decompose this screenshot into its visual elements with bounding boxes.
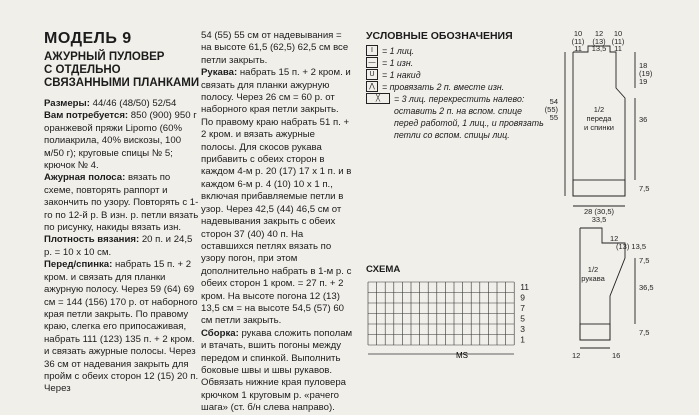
diagram-label: 7,5 bbox=[639, 256, 650, 265]
legend-item bbox=[366, 69, 546, 81]
diagram-label: (55) bbox=[544, 105, 558, 114]
legend-symbol: I bbox=[366, 45, 378, 56]
legend-text: = 1 накид bbox=[382, 70, 421, 80]
paragraph bbox=[201, 328, 353, 415]
paragraph bbox=[44, 110, 202, 172]
diagram-label: 16 bbox=[612, 351, 621, 360]
paragraph-label: Вам потребуется: bbox=[44, 110, 129, 122]
sleeve-hem bbox=[580, 324, 610, 340]
subtitle-line: С ОТДЕЛЬНО bbox=[44, 64, 121, 76]
paragraph-label: Ажурная полоса: bbox=[44, 172, 126, 184]
legend-item bbox=[366, 57, 546, 69]
ms-label: MS bbox=[456, 351, 468, 360]
chart-row-number: 11 bbox=[520, 282, 530, 292]
chart-row-number: 5 bbox=[520, 313, 525, 324]
diagram-label: 55 bbox=[549, 113, 558, 122]
diagram-label: (19) bbox=[639, 69, 653, 78]
paragraph-label: Сборка: bbox=[201, 327, 239, 339]
diagram-label: 12 bbox=[610, 234, 619, 243]
diagram-label: 28 (30,5) bbox=[583, 207, 615, 216]
diagram-label: 10 bbox=[613, 29, 623, 38]
garment-schematic bbox=[540, 28, 699, 410]
legend-item bbox=[366, 93, 546, 141]
legend-symbol: ⋀ bbox=[366, 81, 378, 92]
paragraph-text: рукава сложить пополам и втачать, вшить погоны между передом и спинкой. Выполнить боковые швы и швы рукавов. Обвязать нижние края пуловера крючком 1 круговым р. «рачего шага» (ст. б/н слева направо). bbox=[201, 327, 353, 414]
diagram-label: переда bbox=[586, 114, 612, 123]
legend-item bbox=[366, 45, 546, 57]
diagram-label: 54 bbox=[549, 97, 558, 106]
paragraph-text: набрать 15 п. + 2 кром. и связать для планки ажурную полосу. Через 26 см = 60 р. от наборного края петли закрыть. По правому краю набрать 51 п. + 2 кром. и вязать ажурные полосы. Для скосов рукава прибавить с обеих сторон в каждом 4-м р. 20 (17) 17 х 1 п. и в каждом 6-м р. 4 (10) 10 х 1 п., включая прибавляемые петли в узор. Через 42,5 (44) 46,5 см от надевывания закрыть с обеих сторон 37 (40) 40 п. На оставшихся петлях вязать по узору погон, при этом дополнительно набрать в 1-м р. с обеих сторон 1 кром. = 27 п. + 2 кром. На высоте погона 12 (13) 13,5 см = на высоте 54,5 (57) 60 см петли закрыть. bbox=[201, 67, 352, 327]
legend-text: = 1 изн. bbox=[382, 58, 414, 68]
paragraph-label: Перед/спинка: bbox=[44, 259, 113, 271]
instructions-part-1 bbox=[44, 98, 202, 396]
diagram-label: 1/2 bbox=[593, 105, 605, 114]
legend-symbol: U bbox=[366, 69, 378, 80]
legend bbox=[366, 30, 546, 141]
diagram-label: рукава bbox=[581, 274, 605, 283]
body-hem bbox=[573, 180, 625, 196]
paragraph-text: 850 (900) 950 г оранжевой пряжи Lipomo (60% полиакрила, 40% вискозы, 100 м/50 г); круговые спицы № 5; крючок № 4. bbox=[44, 110, 197, 172]
paragraph bbox=[44, 234, 202, 259]
paragraph-text: 20 п. и 24,5 р. = 10 х 10 см. bbox=[44, 234, 193, 258]
diagram-label: 36,5 bbox=[639, 283, 654, 292]
diagram-label: 19 bbox=[639, 77, 648, 86]
column-1 bbox=[44, 30, 202, 396]
instructions-part-2 bbox=[201, 30, 353, 415]
diagram-label: 7,5 bbox=[639, 328, 650, 337]
diagram-label: 12 bbox=[594, 29, 604, 38]
legend-text: = провязать 2 п. вместе изн. bbox=[382, 82, 505, 92]
subtitle-line: СВЯЗАННЫМИ ПЛАНКАМИ bbox=[44, 77, 200, 89]
diagram-label: 1/2 bbox=[587, 265, 599, 274]
paragraph bbox=[201, 67, 353, 328]
paragraph-label: Плотность вязания: bbox=[44, 234, 140, 246]
diagram-label: 13,5 bbox=[591, 44, 607, 53]
legend-symbol: ╳ bbox=[366, 93, 390, 104]
diagram-label: и спинки bbox=[584, 123, 614, 132]
paragraph bbox=[44, 98, 202, 110]
chart-row-number: 3 bbox=[520, 324, 525, 334]
diagram-label: 11 bbox=[574, 44, 582, 53]
schema-title: СХЕМА bbox=[366, 264, 401, 275]
column-2 bbox=[201, 30, 353, 415]
diagram-label: (11) bbox=[571, 37, 585, 46]
chart-row-number: 9 bbox=[520, 292, 525, 303]
diagram-label: 10 bbox=[573, 29, 583, 38]
diagram-label: (13) 13,5 bbox=[616, 242, 647, 251]
paragraph-text: вязать по схеме, повторять раппорт и закончить по узору. Повторять с 1-го по 12-й р. В изн. р. петли вязать по рисунку, накиды вязать изн. bbox=[44, 172, 199, 234]
paragraph-label: Размеры: bbox=[44, 98, 90, 109]
subtitle-line: АЖУРНЫЙ ПУЛОВЕР bbox=[44, 51, 165, 63]
diagram-label: 11 bbox=[614, 44, 622, 53]
chart-row-number: 1 bbox=[520, 334, 525, 345]
diagram-label: 36 bbox=[639, 115, 648, 124]
paragraph-text: 44/46 (48/50) 52/54 bbox=[89, 98, 177, 109]
paragraph bbox=[44, 259, 202, 395]
paragraph-label: Рукава: bbox=[201, 67, 238, 79]
legend-items bbox=[366, 45, 546, 141]
legend-text: = 3 лиц. перекрестить налево: оставить 2 п. на вспом. спице перед работой, 1 лиц., и провязать петли со вспом. спицы лиц. bbox=[394, 94, 544, 140]
stitch-chart bbox=[366, 278, 556, 360]
paragraph-text: набрать 15 п. + 2 кром. и связать для планки ажурную полосу. Через 59 (64) 69 см = 144 (156) 170 р. от наборного края петли закрыть. По правому краю, слегка его припосаживая, набрать 111 (123) 135 п. + 2 кром. и связать ажурные полосы. Через 36 см от надевания закрыть для пройм с обеих сторон 12 (15) 20 п. Через bbox=[44, 259, 199, 395]
model-subtitle bbox=[44, 51, 202, 90]
legend-text: = 1 лиц. bbox=[382, 46, 415, 56]
legend-symbol: — bbox=[366, 57, 378, 68]
model-title: МОДЕЛЬ 9 bbox=[44, 30, 132, 47]
diagram-label: 12 bbox=[572, 351, 581, 360]
paragraph bbox=[201, 30, 353, 67]
diagram-label: 33,5 bbox=[591, 215, 607, 224]
chart-row-number: 7 bbox=[520, 303, 525, 313]
diagram-label: 7,5 bbox=[639, 184, 650, 193]
paragraph-text: 54 (55) 55 см от надевывания = на высоте 61,5 (62,5) 62,5 см все петли закрыть. bbox=[201, 30, 349, 66]
legend-item bbox=[366, 81, 546, 93]
diagram-label: (11) bbox=[611, 37, 625, 46]
diagram-label: (13) bbox=[592, 37, 606, 46]
paragraph bbox=[44, 172, 202, 234]
legend-title: УСЛОВНЫЕ ОБОЗНАЧЕНИЯ bbox=[366, 30, 513, 42]
diagram-label: 18 bbox=[639, 61, 648, 70]
